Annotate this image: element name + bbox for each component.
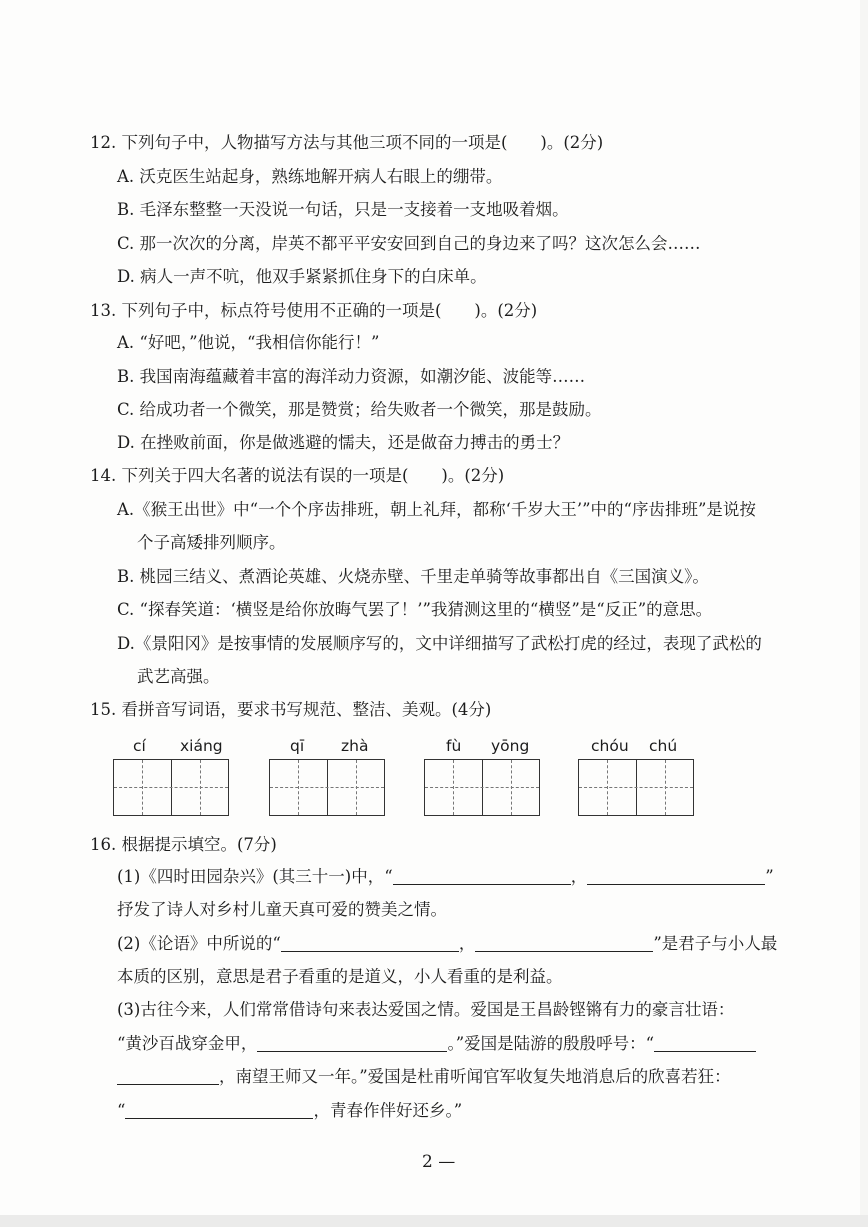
- q14-option-a-continued: 个子高矮排列顺序。: [137, 533, 286, 552]
- q13-option-c: C. 给成功者一个微笑，那是赞赏；给失败者一个微笑，那是鼓励。: [117, 400, 602, 419]
- pinyin-zha: zhà: [341, 737, 369, 755]
- q16-p1-blank-2[interactable]: [587, 866, 765, 885]
- q14-option-d-continued: 武艺高强。: [137, 667, 220, 686]
- pinyin-fu: fù: [446, 737, 462, 755]
- q14-option-c: C. “探春笑道：‘横竖是给你放晦气罢了！’”我猜测这里的“横竖”是“反正”的意思。: [117, 600, 713, 619]
- q16-p3-line3: [117, 1066, 731, 1088]
- pinyin-chu: chú: [649, 737, 678, 755]
- q16-p1-comma: ，: [570, 867, 588, 886]
- q16-p2-comma: ，: [458, 934, 476, 953]
- pinyin-qi: qī: [290, 737, 305, 755]
- writing-grid-2[interactable]: [269, 759, 385, 816]
- q12-option-a: A. 沃克医生站起身，熟练地解开病人右眼上的绷带。: [117, 167, 503, 186]
- scan-bottom-edge: [0, 1215, 868, 1227]
- q12-option-b: B. 毛泽东整整一天没说一句话，只是一支接着一支地吸着烟。: [117, 200, 569, 219]
- q16-p3-blank-2a[interactable]: [654, 1033, 756, 1052]
- pinyin-chou: chóu: [591, 737, 629, 755]
- writing-grid-4[interactable]: [578, 759, 694, 816]
- pinyin-yong: yōng: [491, 737, 530, 755]
- q14-stem: 14. 下列关于四大名著的说法有误的一项是( )。(2分): [90, 466, 505, 485]
- q13-option-d: D. 在挫败前面，你是做逃避的懦夫，还是做奋力搏击的勇士？: [117, 433, 570, 452]
- q16-p3-line4: [117, 1100, 462, 1122]
- q14-option-b: B. 桃园三结义、煮酒论英雄、火烧赤壁、千里走单骑等故事都出自《三国演义》。: [117, 567, 709, 586]
- q16-part1: [117, 866, 774, 888]
- q13-stem: 13. 下列句子中，标点符号使用不正确的一项是( )。(2分): [90, 301, 538, 320]
- q16-p3-l2-prefix: “黄沙百战穿金甲，: [117, 1034, 258, 1053]
- q16-p3-blank-1[interactable]: [257, 1033, 447, 1052]
- q12-option-c: C. 那一次次的分离，岸英不都平平安安回到自己的身边来了吗？这次怎么会……: [117, 234, 701, 253]
- q16-p3-l2-mid: 。”爱国是陆游的殷殷呼号：“: [447, 1034, 655, 1053]
- q16-p1-prefix: (1)《四时田园杂兴》(其三十一)中，“: [117, 867, 393, 886]
- q13-option-b: B. 我国南海蕴藏着丰富的海洋动力资源，如潮汐能、波能等……: [117, 367, 586, 386]
- q16-stem: 16. 根据提示填空。(7分): [90, 835, 277, 854]
- q16-p1-blank-1[interactable]: [393, 866, 571, 885]
- q16-p2-line2: 本质的区别，意思是君子看重的是道义，小人看重的是利益。: [117, 967, 563, 986]
- page-number: 2 —: [422, 1152, 456, 1172]
- q16-p3-blank-2b[interactable]: [117, 1066, 219, 1085]
- q16-p3-l4-suffix: ，青春作伴好还乡。”: [313, 1101, 463, 1120]
- q16-p2-suffix: ”是君子与小人最: [653, 934, 778, 953]
- q12-option-d: D. 病人一声不吭，他双手紧紧抓住身下的白床单。: [117, 267, 487, 286]
- q12-stem: 12. 下列句子中，人物描写方法与其他三项不同的一项是( )。(2分): [90, 133, 604, 152]
- q16-p3-l4-prefix: “: [117, 1101, 126, 1120]
- q16-p2-blank-2[interactable]: [475, 933, 653, 952]
- q16-p2-prefix: (2)《论语》中所说的“: [117, 934, 281, 953]
- q13-option-a: A. “好吧，”他说，“我相信你能行！”: [117, 333, 380, 352]
- q14-option-d: D.《景阳冈》是按事情的发展顺序写的，文中详细描写了武松打虎的经过，表现了武松的: [117, 634, 762, 653]
- q16-p3-l3-suffix: ，南望王师又一年。”爱国是杜甫听闻官军收复失地消息后的欣喜若狂：: [219, 1067, 731, 1086]
- pinyin-ci: cí: [133, 737, 146, 755]
- q16-part2: [117, 933, 777, 955]
- q16-p3-line1: (3)古往今来，人们常常借诗句来表达爱国之情。爱国是王昌龄铿锵有力的豪言壮语：: [117, 1000, 735, 1019]
- q15-stem: 15. 看拼音写词语，要求书写规范、整洁、美观。(4分): [90, 700, 492, 719]
- writing-grid-1[interactable]: [113, 759, 229, 816]
- q16-p2-blank-1[interactable]: [281, 933, 459, 952]
- q14-option-a: A.《猴王出世》中“一个个序齿排班，朝上礼拜，都称‘千岁大王’”中的“序齿排班”是说按: [117, 500, 756, 519]
- q16-p1-suffix: ”: [765, 867, 774, 886]
- q16-p3-line2: [117, 1033, 756, 1055]
- pinyin-xiang: xiáng: [180, 737, 223, 755]
- q16-p1-line2: 抒发了诗人对乡村儿童天真可爱的赞美之情。: [117, 900, 447, 919]
- q16-p3-blank-3[interactable]: [125, 1100, 313, 1119]
- writing-grid-3[interactable]: [424, 759, 540, 816]
